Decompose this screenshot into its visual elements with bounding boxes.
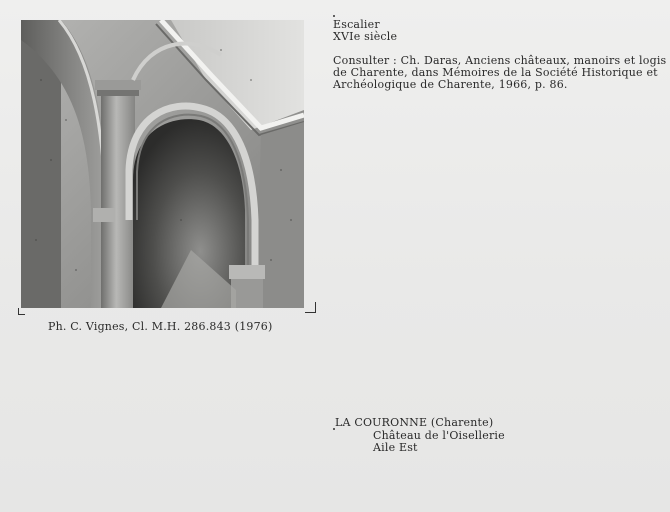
staircase-photo: [21, 20, 304, 308]
photo-caption: Ph. C. Vignes, Cl. M.H. 286.843 (1976): [48, 320, 273, 333]
crop-mark-left: [18, 308, 25, 315]
date-label: XVIe siècle: [333, 30, 398, 43]
location-building: Château de l'Oisellerie: [373, 429, 505, 442]
reference-line-3: Archéologique de Charente, 1966, p. 86.: [333, 78, 568, 91]
location-commune: LA COURONNE (Charente): [335, 416, 494, 429]
reference-line-2: de Charente, dans Mémoires de la Société Historique et: [333, 66, 658, 79]
subject-label: Escalier: [333, 18, 380, 31]
staircase-photo-image: [21, 20, 304, 308]
reference-line-1: Consulter : Ch. Daras, Anciens châteaux, manoirs et logis: [333, 54, 667, 67]
location-part: Aile Est: [373, 441, 418, 454]
bullet-dot: [333, 15, 335, 17]
crop-mark-right: [305, 302, 316, 313]
